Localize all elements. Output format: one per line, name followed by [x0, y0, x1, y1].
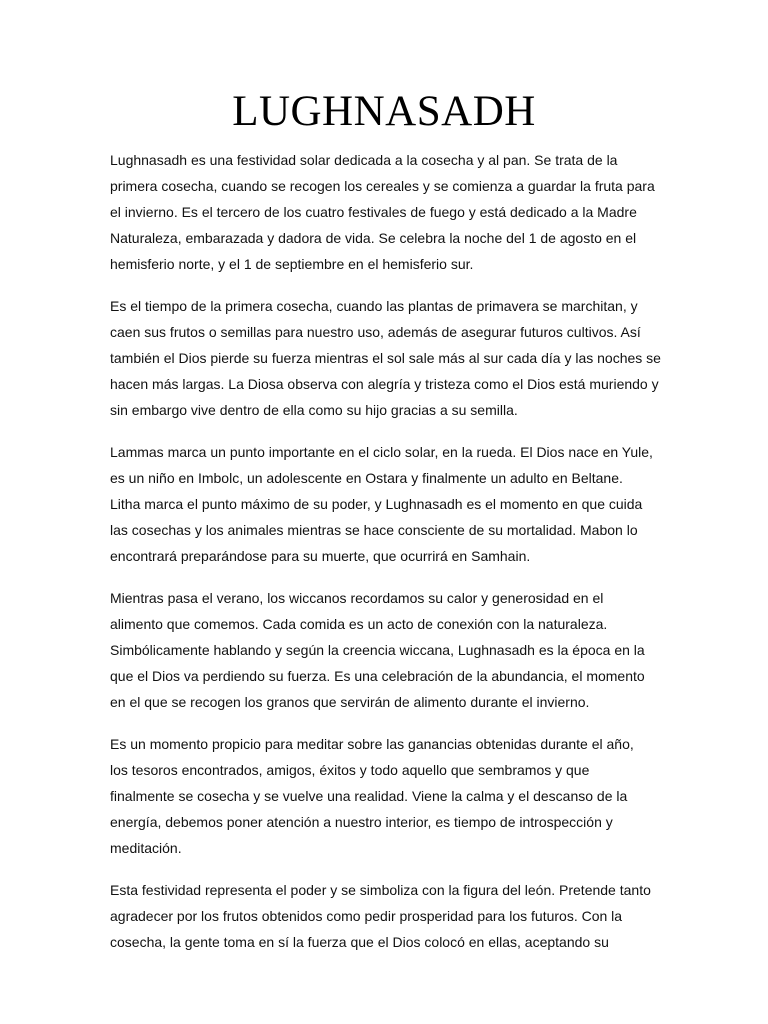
text-line: sin embargo vive dentro de ella como su hijo gracias a su semilla.	[110, 402, 518, 418]
text-line: Mientras pasa el verano, los wiccanos recordamos su calor y generosidad en el	[110, 590, 604, 606]
text-line: Simbólicamente hablando y según la creencia wiccana, Lughnasadh es la época en la	[110, 642, 645, 658]
text-line: Naturaleza, embarazada y dadora de vida. Se celebra la noche del 1 de agosto en el	[110, 230, 637, 246]
text-line: Lammas marca un punto importante en el ciclo solar, en la rueda. El Dios nace en Yule,	[110, 444, 653, 460]
text-line: en el que se recogen los granos que servirán de alimento durante el invierno.	[110, 694, 590, 710]
paragraph	[110, 877, 662, 955]
text-line: hemisferio norte, y el 1 de septiembre en el hemisferio sur.	[110, 256, 474, 272]
text-line: también el Dios pierde su fuerza mientras el sol sale más al sur cada día y las noches se	[110, 350, 661, 366]
text-line: los tesoros encontrados, amigos, éxitos y todo aquello que sembramos y que	[110, 762, 590, 778]
text-line: Es el tiempo de la primera cosecha, cuando las plantas de primavera se marchitan, y	[110, 298, 638, 314]
text-line: finalmente se cosecha y se vuelve una realidad. Viene la calma y el descanso de la	[110, 788, 628, 804]
text-line: Esta festividad representa el poder y se simboliza con la figura del león. Pretende tanto	[110, 882, 651, 898]
text-line: alimento que comemos. Cada comida es un acto de conexión con la naturaleza.	[110, 616, 608, 632]
text-line: Litha marca el punto máximo de su poder, y Lughnasadh es el momento en que cuida	[110, 496, 643, 512]
paragraph	[110, 439, 662, 569]
text-line: Lughnasadh es una festividad solar dedicada a la cosecha y al pan. Se trata de la	[110, 152, 618, 168]
paragraph	[110, 147, 662, 277]
text-line: las cosechas y los animales mientras se hace consciente de su mortalidad. Mabon lo	[110, 522, 638, 538]
text-line: el invierno. Es el tercero de los cuatro festivales de fuego y está dedicado a la Madre	[110, 204, 637, 220]
text-line: que el Dios va perdiendo su fuerza. Es una celebración de la abundancia, el momento	[110, 668, 645, 684]
text-line: cosecha, la gente toma en sí la fuerza que el Dios colocó en ellas, aceptando su	[110, 934, 609, 950]
text-line: es un niño en Imbolc, un adolescente en Ostara y finalmente un adulto en Beltane.	[110, 470, 623, 486]
text-line: caen sus frutos o semillas para nuestro uso, además de asegurar futuros cultivos. Así	[110, 324, 641, 340]
paragraph	[110, 585, 662, 715]
text-line: Es un momento propicio para meditar sobre las ganancias obtenidas durante el año,	[110, 736, 634, 752]
paragraph	[110, 293, 662, 423]
document-body	[110, 147, 662, 971]
text-line: energía, debemos poner atención a nuestro interior, es tiempo de introspección y	[110, 814, 613, 830]
text-line: agradecer por los frutos obtenidos como pedir prosperidad para los futuros. Con la	[110, 908, 623, 924]
text-line: primera cosecha, cuando se recogen los cereales y se comienza a guardar la fruta para	[110, 178, 655, 194]
text-line: encontrará preparándose para su muerte, que ocurrirá en Samhain.	[110, 548, 531, 564]
text-line: hacen más largas. La Diosa observa con alegría y tristeza como el Dios está muriendo y	[110, 376, 659, 392]
document-title: LUGHNASADH	[232, 88, 536, 135]
paragraph	[110, 731, 662, 861]
text-line: meditación.	[110, 840, 182, 856]
